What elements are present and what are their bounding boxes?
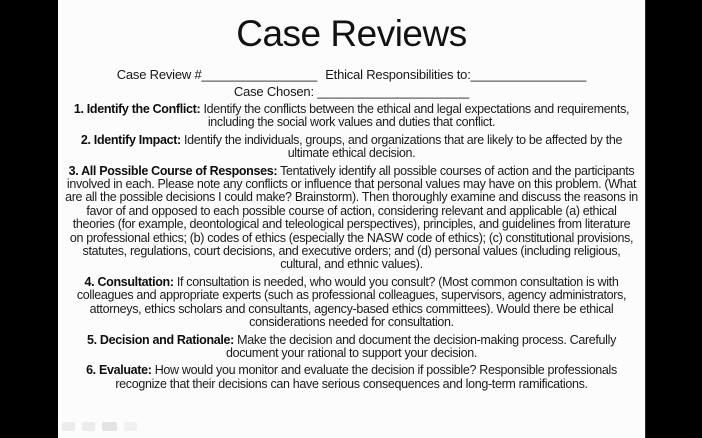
faded-player-controls [62, 422, 137, 431]
case-review-blank-line: ________________ [201, 67, 318, 82]
step-consultation-label: 4. Consultation: [84, 274, 174, 289]
step-decision-rationale-text: Make the decision and document the decision-making process. Carefully document your rational to support your decision. [226, 332, 616, 360]
presentation-slide [58, 0, 645, 438]
case-chosen-blank-line: _____________________ [317, 84, 470, 99]
step-evaluate [65, 364, 638, 391]
faded-control-mark-icon [124, 422, 137, 431]
step-decision-rationale [65, 334, 638, 361]
letterbox-right [645, 0, 702, 438]
step-identify-conflict [65, 103, 638, 130]
case-chosen-header-line [58, 84, 645, 99]
letterbox-left [0, 0, 59, 438]
faded-control-mark-icon [82, 422, 95, 431]
faded-control-mark-icon [62, 422, 75, 431]
case-chosen-label: Case Chosen: [233, 84, 318, 99]
case-review-steps [58, 103, 645, 391]
step-evaluate-text: How would you monitor and evaluate the decision if possible? Responsible professionals recognize that their decisions can have serious consequences and long-term ramifications. [115, 363, 617, 391]
step-identify-impact-label: 2. Identify Impact: [80, 132, 181, 147]
ethical-responsibilities-blank-line: ________________ [470, 67, 587, 82]
faded-control-mark-icon [102, 422, 117, 431]
step-identify-impact [65, 134, 638, 161]
step-possible-responses [65, 165, 638, 272]
ethical-responsibilities-label: Ethical Responsibilities to: [325, 67, 471, 82]
step-identify-conflict-text: Identify the conflicts between the ethical and legal expectations and requirements, including the social work values and duties that conflict. [200, 102, 630, 130]
case-review-label: Case Review # [116, 67, 202, 82]
case-review-header-line [58, 67, 645, 82]
slide-title: Case Reviews [236, 13, 467, 54]
step-possible-responses-text: Tentatively identify all possible courses of action and the participants involved in each. Please note any conflicts or influence that personal values may have on this problem. (What are all the possible decisions I could make? Brainstorm). Then thoroughly examine and discuss the reasons in favor of and opposed to each possible course of action, considering relevant and applicable (a) ethical theories (for example, deontological and teleological perspectives), principles, and guidelines from literature on professional ethics; (b) codes of ethics (especially the NASW code of ethics); (c) constitutional provisions, statutes, regulations, court decisions, and executive orders; and (d) personal values (including religious, cultural, and ethnic values). [65, 163, 638, 272]
step-consultation [65, 276, 638, 330]
step-identify-conflict-label: 1. Identify the Conflict: [73, 102, 201, 116]
step-decision-rationale-label: 5. Decision and Rationale: [87, 332, 235, 347]
step-consultation-text: If consultation is needed, who would you consult? (Most common consultation is with colleagues and appropriate experts (such as professional colleagues, supervisors, agency administrators, attorneys, ethics scholars and consultants, agency-based ethics committees). Would there be ethical considerations needed for consultation. [76, 274, 627, 330]
step-identify-impact-text: Identify the individuals, groups, and organizations that are likely to be affected by the ultimate ethical decision. [180, 132, 623, 161]
step-evaluate-label: 6. Evaluate: [86, 363, 152, 378]
step-possible-responses-label: 3. All Possible Course of Responses: [68, 163, 278, 178]
